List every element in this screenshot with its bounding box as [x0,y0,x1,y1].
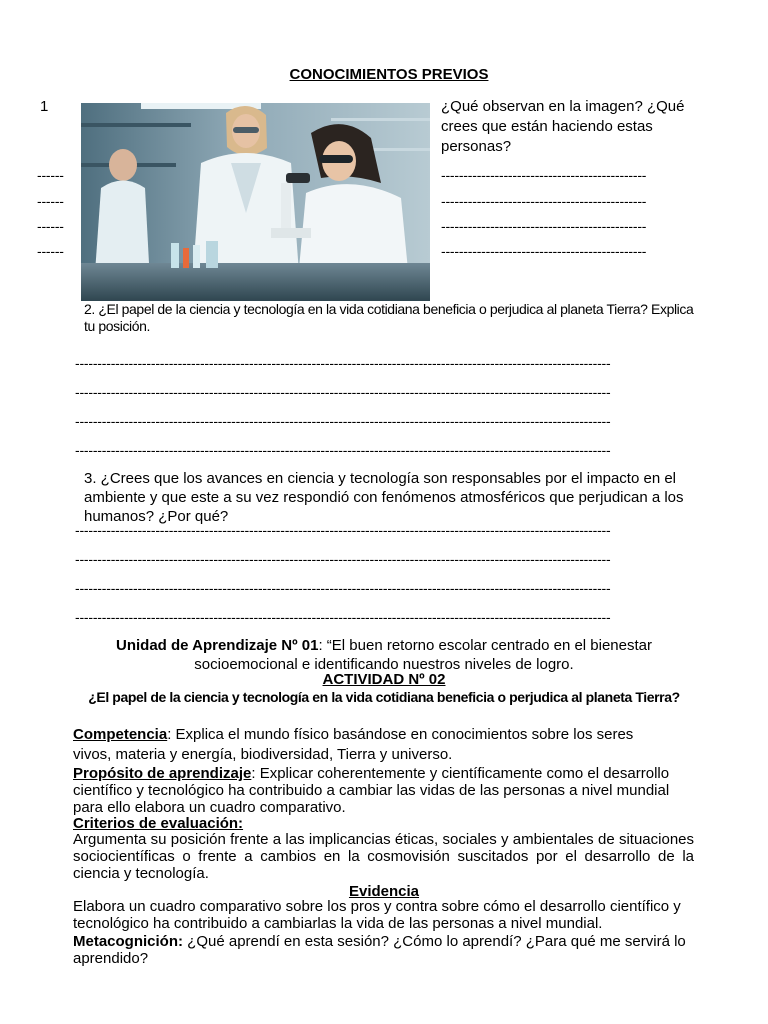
laboratory-photo [81,103,430,301]
answer-line: ------ [37,218,64,234]
answer-line: ---------------------------------------------- [441,243,647,259]
metacognicion-section [73,933,698,967]
proposito-text: : Explicar coherentemente y científicamente como el desarrollo científico y tecnológico ha contribuido a cambiar las vidas de las personas a nivel mundial para ello elabora un cuadro comparativo. [73,765,670,816]
question-2-text: 2. ¿El papel de la ciencia y tecnología en la vida cotidiana beneficia o perjudica al planeta Tierra? Explica tu posición. [84,301,694,334]
metacognicion-label: Metacognición: [73,933,184,950]
answer-line: ---------------------------------------------- [441,218,647,234]
answer-line: ------------------------------------------------------------------------------------------------------------------------ [75,580,611,596]
answer-line: ------------------------------------------------------------------------------------------------------------------------ [75,384,611,400]
competencia-section [73,725,673,765]
answer-line: ------------------------------------------------------------------------------------------------------------------------ [75,609,611,625]
competencia-text: : Explica el mundo físico basándose en conocimientos sobre los seres vivos, materia y energía, biodiversidad, Tierra y universo. [73,726,634,763]
criterios-text: Argumenta su posición frente a las implicancias éticas, sociales y ambientales de situaciones sociocientíficas o frente a cambios en la cosmovisión suscitados por el desarrollo de la ciencia y tecnología. [73,831,694,882]
answer-line: ------------------------------------------------------------------------------------------------------------------------ [75,413,611,429]
question-1-number: 1 [40,98,49,115]
question-3-text: 3. ¿Crees que los avances en ciencia y tecnología son responsables por el impacto en el ambiente y que este a su vez respondió con fenómenos atmosféricos que perjudican a los humanos? ¿Por qué? [84,470,684,525]
answer-line: ------------------------------------------------------------------------------------------------------------------------ [75,522,611,538]
answer-line: ------ [37,243,64,259]
answer-line: ------------------------------------------------------------------------------------------------------------------------ [75,355,611,371]
answer-line: ---------------------------------------------- [441,167,647,183]
evidencia-label: Evidencia [348,883,420,900]
question-1-text: ¿Qué observan en la imagen? ¿Qué crees que están haciendo estas personas? [441,98,685,155]
unit-label: Unidad de Aprendizaje Nº 01 [116,637,319,654]
evidencia-text: Elabora un cuadro comparativo sobre los pros y contra sobre cómo el desarrollo científico y tecnológico ha contribuido a cambiarlas la vida de las personas a nivel mundial. [73,898,681,932]
activity-question: ¿El papel de la ciencia y tecnología en la vida cotidiana beneficia o perjudica al planeta Tierra? [88,689,680,705]
answer-line: ------ [37,193,64,209]
answer-line: ------------------------------------------------------------------------------------------------------------------------ [75,442,611,458]
answer-line: ---------------------------------------------- [441,193,647,209]
competencia-label: Competencia [73,726,168,743]
metacognicion-text: ¿Qué aprendí en esta sesión? ¿Cómo lo aprendí? ¿Para qué me servirá lo aprendido? [73,933,686,967]
proposito-label: Propósito de aprendizaje [73,765,252,782]
unit-title [100,636,668,674]
activity-title: ACTIVIDAD Nº 02 [322,671,446,688]
answer-line: ------------------------------------------------------------------------------------------------------------------------ [75,551,611,567]
unit-text: : “El buen retorno escolar centrado en el bienestar socioemocional e identificando nuestros niveles de logro. [194,637,652,673]
criterios-label: Criterios de evaluación: [73,815,244,832]
page-title: CONOCIMIENTOS PREVIOS [289,66,489,83]
proposito-section [73,765,698,816]
answer-line: ------ [37,167,64,183]
